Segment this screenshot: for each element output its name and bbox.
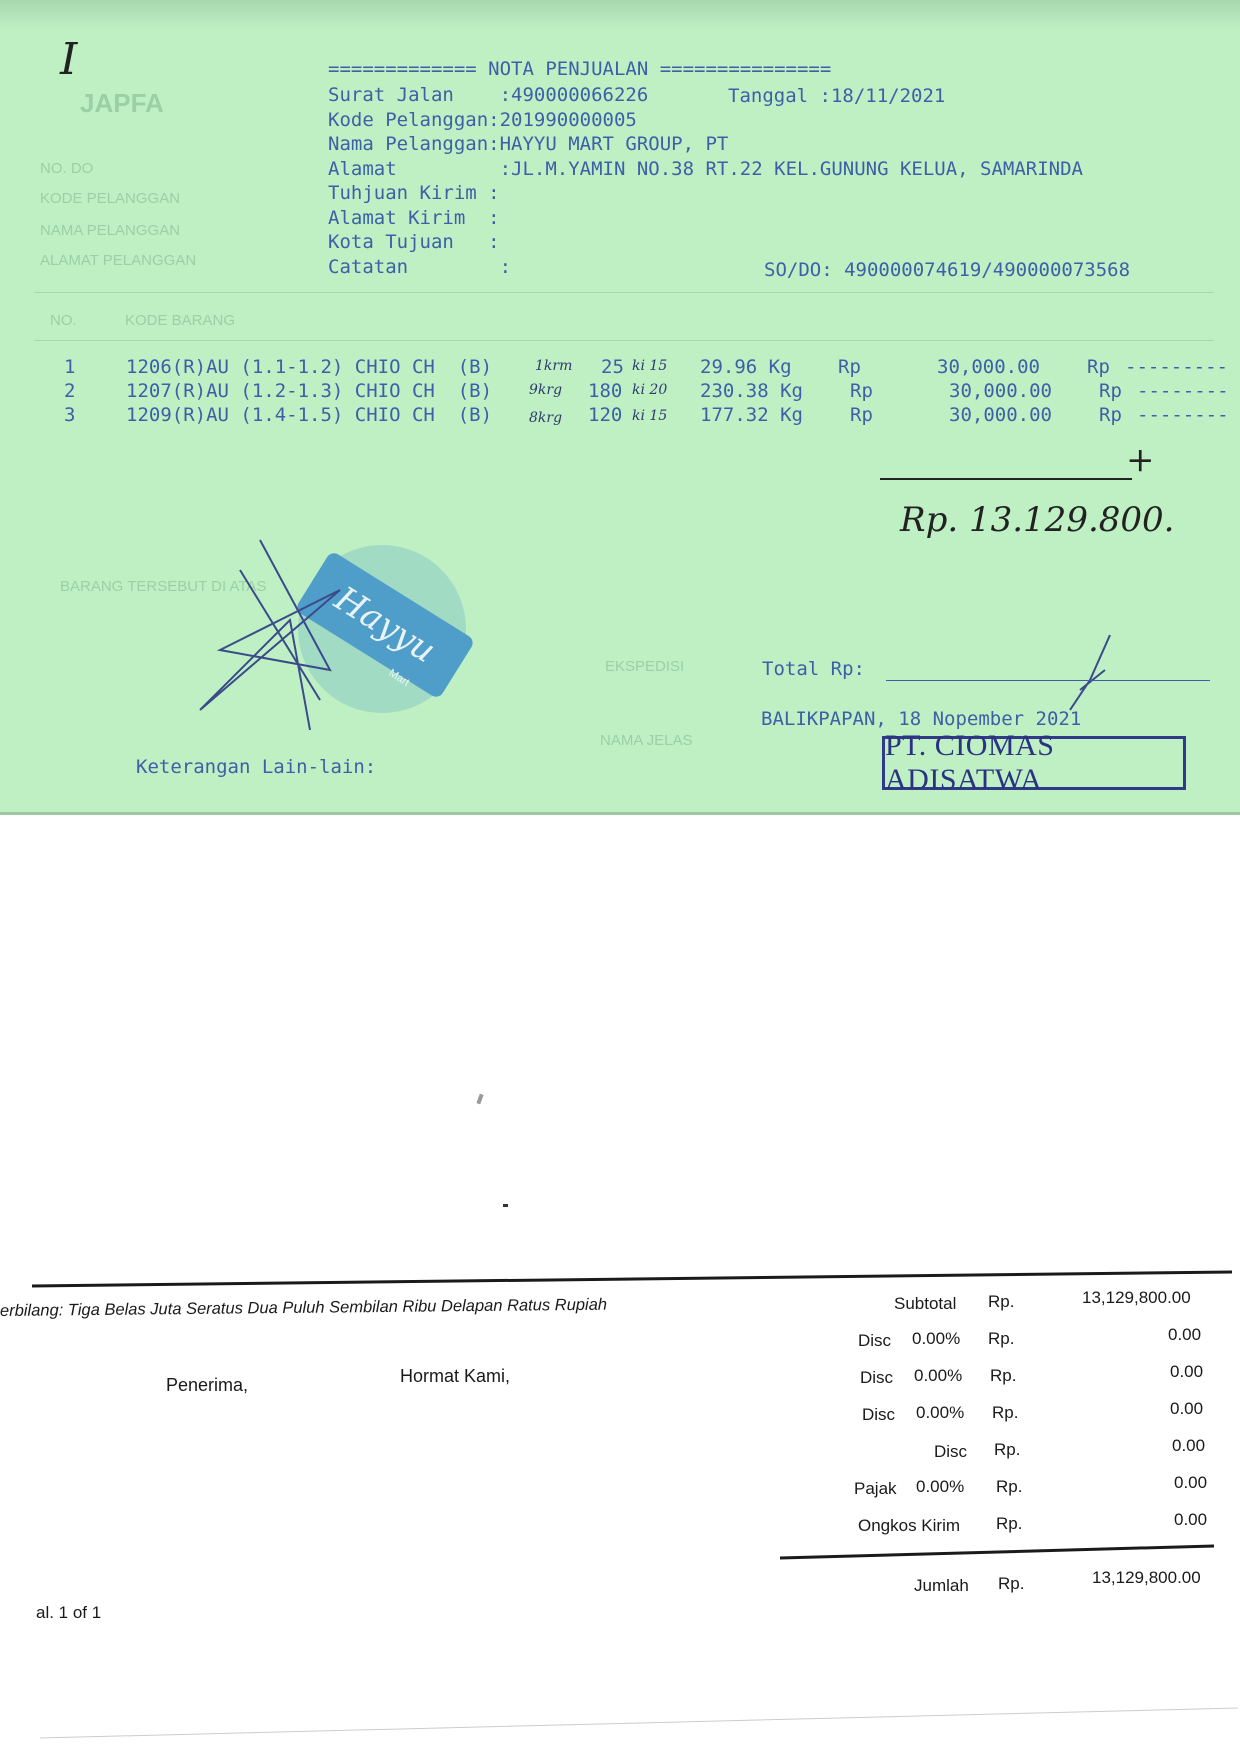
item-rp: Rp xyxy=(1087,356,1110,378)
slip-top-shadow xyxy=(0,0,1240,30)
item-rp: Rp xyxy=(838,356,861,378)
field-nama-pelanggan xyxy=(328,133,1083,158)
item-row xyxy=(60,404,1240,428)
field-label: Catatan xyxy=(328,255,500,278)
delivery-note-slip xyxy=(0,0,1240,815)
field-value: : xyxy=(499,255,512,278)
field-label: Alamat xyxy=(328,157,500,180)
hormat-kami-label: Hormat Kami, xyxy=(400,1366,511,1386)
summary-label: Disc xyxy=(860,1368,894,1387)
summary-row xyxy=(830,1512,1230,1536)
field-label: Kode Pelanggan xyxy=(328,108,489,131)
field-alamat xyxy=(328,158,1083,183)
item-jumlah: -------- xyxy=(1137,380,1229,402)
summary-row xyxy=(830,1290,1230,1314)
summary-label: Subtotal xyxy=(894,1294,957,1313)
field-value: : xyxy=(488,231,500,253)
field-label: Kota Tujuan xyxy=(328,231,489,253)
hayyu-mart-logo: Hayyu xyxy=(294,550,475,699)
item-row xyxy=(60,356,1240,380)
total-label: Total Rp: xyxy=(762,658,865,680)
summary-row xyxy=(830,1401,1230,1425)
summary-row xyxy=(830,1475,1230,1499)
faint-label-alamat: ALAMAT PELANGGAN xyxy=(40,252,197,269)
total-underline xyxy=(886,680,1210,681)
field-value: :490000066226 xyxy=(499,84,649,106)
field-value: :JL.M.YAMIN NO.38 RT.22 KEL.GUNUNG KELUA, SAMARINDA xyxy=(499,157,1083,180)
faint-nama-jelas: NAMA JELAS xyxy=(600,732,693,749)
nota-fields xyxy=(328,84,1083,280)
field-value: :HAYYU MART GROUP, PT xyxy=(488,133,729,155)
summary-label: Disc xyxy=(862,1405,896,1424)
invoice-top-rule xyxy=(0,1270,1240,1290)
item-handnote: ki 20 xyxy=(632,382,668,398)
paper-speck xyxy=(503,1204,508,1207)
handwritten-corner-mark: I xyxy=(60,34,78,85)
summary-pct: 0.00% xyxy=(916,1477,965,1496)
handwritten-total: Rp. 13.129.800. xyxy=(900,500,1175,540)
keterangan-label: Keterangan Lain-lain: xyxy=(136,756,377,778)
item-harga: 30,000.00 xyxy=(949,380,1052,402)
summary-label: Disc xyxy=(934,1442,968,1461)
field-label: Surat Jalan xyxy=(328,84,500,106)
faint-ekspedisi: EKSPEDISI xyxy=(605,658,685,675)
item-handnote: ki 15 xyxy=(632,408,668,424)
item-jumlah: --------- xyxy=(1125,356,1228,378)
field-label: Tuhjuan Kirim xyxy=(328,182,489,204)
faint-label-nama: NAMA PELANGGAN xyxy=(40,222,181,239)
item-handnote: ki 15 xyxy=(632,358,668,374)
item-rp: Rp xyxy=(850,404,873,426)
field-value: :201990000005 xyxy=(488,108,637,131)
item-kode: 1206(R)AU (1.1-1.2) CHIO CH (B) xyxy=(126,356,493,378)
field-kode-pelanggan xyxy=(328,109,1083,134)
item-rp: Rp xyxy=(1099,404,1122,426)
jumlah-label: Jumlah xyxy=(914,1576,969,1595)
summary-pct: 0.00% xyxy=(916,1403,965,1422)
faint-footer-text: BARANG TERSEBUT DI ATAS xyxy=(60,578,267,595)
nota-so-do: SO/DO: 490000074619/490000073568 xyxy=(764,259,1131,281)
signature-scribble-right xyxy=(1060,630,1120,720)
nota-title: ============= NOTA PENJUALAN =============== xyxy=(328,58,832,80)
field-alamat-kirim xyxy=(328,207,1083,232)
summary-value: 0.00 xyxy=(1168,1325,1202,1344)
terbilang: erbilang: Tiga Belas Juta Seratus Dua Puluh Sembilan Ribu Delapan Ratus Rupiah xyxy=(0,1295,608,1320)
summary-rp: Rp. xyxy=(996,1514,1023,1533)
field-value: : xyxy=(488,182,500,204)
summary-rp: Rp. xyxy=(990,1366,1017,1385)
summary-value: 0.00 xyxy=(1172,1436,1206,1455)
summary-block xyxy=(830,1290,1230,1580)
field-value: : xyxy=(488,206,500,229)
faint-label-kode: KODE PELANGGAN xyxy=(40,190,181,207)
bottom-rule xyxy=(0,1700,1240,1740)
nota-tanggal: Tanggal :18/11/2021 xyxy=(728,85,946,107)
item-harga: 30,000.00 xyxy=(949,404,1052,426)
faint-col-kode: KODE BARANG xyxy=(125,312,236,329)
faint-col-no: NO. xyxy=(50,312,77,329)
item-berat: 177.32 Kg xyxy=(700,404,803,426)
paper-speck xyxy=(476,1094,483,1105)
field-kota-tujuan xyxy=(328,231,1083,256)
summary-row xyxy=(830,1438,1230,1462)
item-qty: 180 xyxy=(588,380,623,402)
page-indicator: al. 1 of 1 xyxy=(36,1603,102,1622)
handwritten-underline xyxy=(880,478,1132,480)
jumlah-value: 13,129,800.00 xyxy=(1092,1568,1201,1587)
item-harga: 30,000.00 xyxy=(937,356,1040,378)
summary-pct: 0.00% xyxy=(912,1329,961,1348)
summary-rp: Rp. xyxy=(996,1477,1023,1496)
summary-value: 13,129,800.00 xyxy=(1082,1288,1191,1307)
summary-rp: Rp. xyxy=(994,1440,1021,1459)
hayyu-mart-logo-sub: Mart xyxy=(386,667,412,689)
item-qty: 120 xyxy=(588,404,623,426)
invoice-top-rule-wrap xyxy=(0,1270,1240,1290)
item-handnote: 8krg xyxy=(529,410,563,426)
summary-label: Pajak xyxy=(854,1479,897,1498)
faint-table-header-rule xyxy=(34,340,1214,341)
summary-value: 0.00 xyxy=(1170,1399,1204,1418)
item-no: 2 xyxy=(64,380,76,402)
summary-rp: Rp. xyxy=(992,1403,1019,1422)
summary-value: 0.00 xyxy=(1174,1510,1208,1529)
item-kode: 1207(R)AU (1.2-1.3) CHIO CH (B) xyxy=(126,380,493,402)
faint-label-no-do: NO. DO xyxy=(40,160,94,177)
summary-value: 0.00 xyxy=(1174,1473,1208,1492)
field-label: Nama Pelanggan xyxy=(328,133,489,155)
field-label: Alamat Kirim xyxy=(328,206,489,229)
item-no: 3 xyxy=(64,404,76,426)
faint-japfa-logo: JAPFA xyxy=(80,88,164,118)
item-berat: 29.96 Kg xyxy=(700,356,792,378)
signature-scribble xyxy=(180,530,360,750)
item-row xyxy=(60,380,1240,404)
item-berat: 230.38 Kg xyxy=(700,380,803,402)
jumlah-rp: Rp. xyxy=(998,1574,1025,1593)
field-surat-jalan xyxy=(328,84,1083,109)
item-no: 1 xyxy=(64,356,76,378)
item-handnote: 1krm xyxy=(535,358,573,374)
item-jumlah: -------- xyxy=(1137,404,1229,426)
summary-label: Ongkos Kirim xyxy=(858,1516,961,1535)
summary-value: 0.00 xyxy=(1170,1362,1204,1381)
summary-pct: 0.00% xyxy=(914,1366,963,1385)
jumlah-rule xyxy=(778,1540,1218,1560)
item-handnote: 9krg xyxy=(529,382,563,398)
item-kode: 1209(R)AU (1.4-1.5) CHIO CH (B) xyxy=(126,404,493,426)
faint-table-top-rule xyxy=(34,292,1214,293)
summary-rp: Rp. xyxy=(988,1329,1015,1348)
item-rp: Rp xyxy=(1099,380,1122,402)
item-qty: 25 xyxy=(601,356,624,378)
place-date: BALIKPAPAN, 18 Nopember 2021 xyxy=(761,708,1082,730)
handwritten-plus: + xyxy=(1126,440,1155,480)
summary-row xyxy=(830,1364,1230,1388)
penerima-label: Penerima, xyxy=(166,1375,249,1395)
jumlah-row xyxy=(830,1568,1230,1598)
field-tujuan-kirim xyxy=(328,182,1083,207)
summary-row xyxy=(830,1327,1230,1351)
item-rp: Rp xyxy=(850,380,873,402)
summary-label: Disc xyxy=(858,1331,892,1350)
summary-rp: Rp. xyxy=(988,1292,1015,1311)
company-stamp: PT. CIOMAS ADISATWA xyxy=(882,736,1186,790)
